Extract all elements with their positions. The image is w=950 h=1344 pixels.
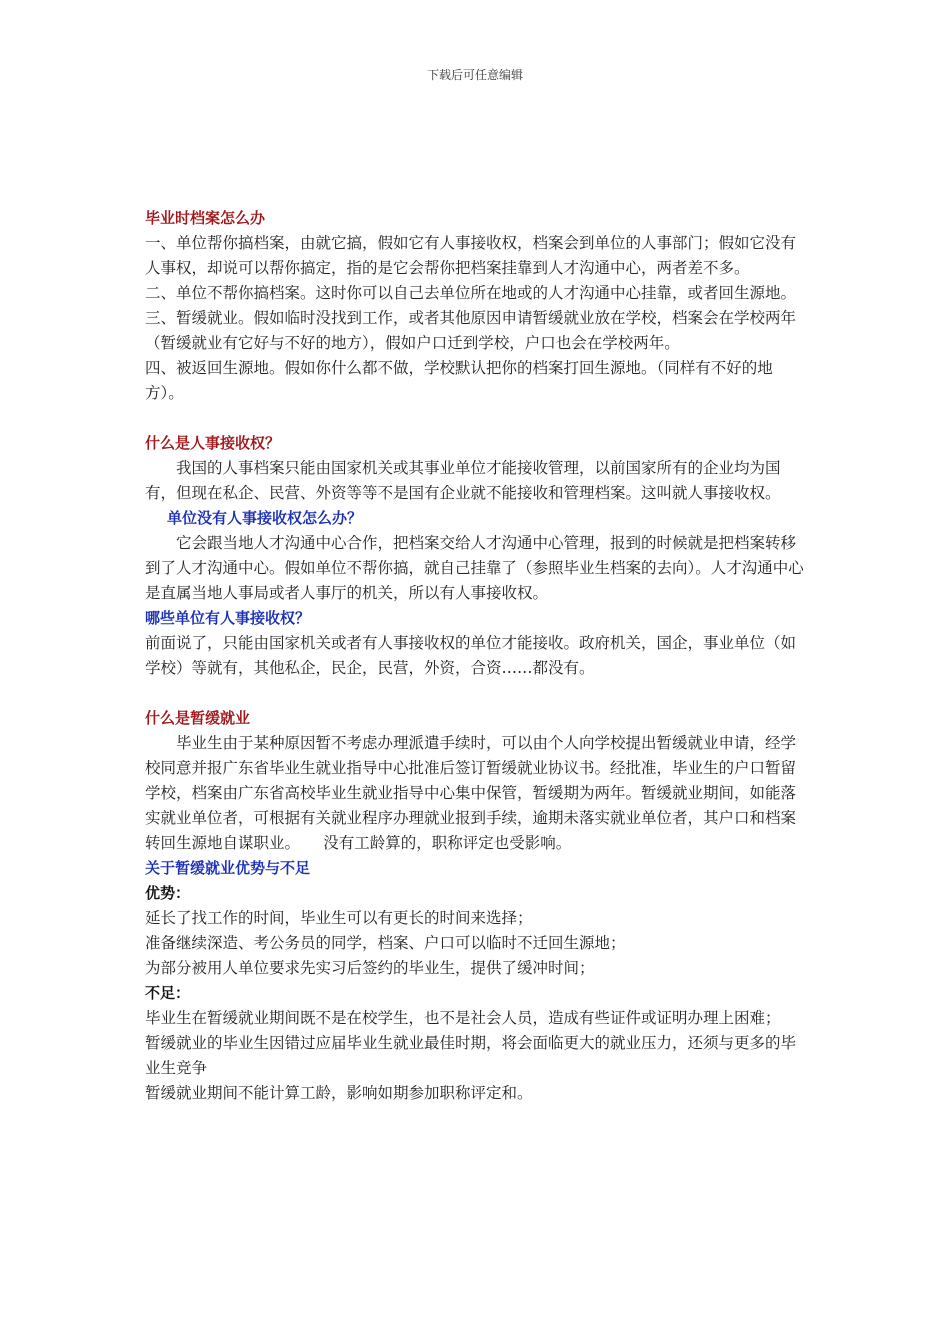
list-item: 准备继续深造、考公务员的同学，档案、户口可以临时不迁回生源地；	[145, 934, 626, 952]
section-title-archive: 毕业时档案怎么办	[145, 209, 266, 227]
spacer	[145, 406, 810, 431]
document-body	[145, 206, 810, 1106]
list-item: 暂缓就业期间不能计算工龄，影响如期参加职称评定和。	[145, 1084, 533, 1102]
paragraph: 我国的人事档案只能由国家机关或其事业单位才能接收管理，以前国家所有的企业均为国有，但现在私企、民营、外资等等不是国有企业就不能接收和管理档案。这叫就人事接收权。	[145, 459, 781, 502]
list-item: 毕业生在暂缓就业期间既不是在校学生，也不是社会人员，造成有些证件或证明办理上困难；	[145, 1009, 781, 1027]
disadvantages-label: 不足：	[145, 984, 191, 1002]
subsection-title-pros-cons: 关于暂缓就业优势与不足	[145, 859, 311, 877]
paragraph: 前面说了，只能由国家机关或者有人事接收权的单位才能接收。政府机关，国企，事业单位（如学校）等就有，其他私企，民企，民营，外资，合资……都没有。	[145, 634, 797, 677]
paragraph: 它会跟当地人才沟通中心合作，把档案交给人才沟通中心管理，报到的时候就是把档案转移到了人才沟通中心。假如单位不帮你搞，就自己挂靠了（参照毕业生档案的去向）。人才沟通中心是直属当地人事局或者人事厅的机关，所以有人事接收权。	[145, 534, 804, 602]
paragraph: 毕业生由于某种原因暂不考虑办理派遣手续时，可以由个人向学校提出暂缓就业申请，经学校同意并报广东省毕业生就业指导中心批准后签订暂缓就业协议书。经批准，毕业生的户口暂留学校，档案由广东省高校毕业生就业指导中心集中保管，暂缓期为两年。暂缓就业期间，如能落实就业单位者，可根据有关就业程序办理就业报到手续，逾期未落实就业单位者，其户口和档案转回生源地自谋职业。 没有工龄算的，职称评定也受影响。	[145, 734, 797, 852]
list-item: 延长了找工作的时间，毕业生可以有更长的时间来选择；	[145, 909, 533, 927]
subsection-title-which-units: 哪些单位有人事接收权？	[145, 609, 311, 627]
section-title-deferred: 什么是暂缓就业	[145, 709, 251, 727]
list-item: 为部分被用人单位要求先实习后签约的毕业生，提供了缓冲时间；	[145, 959, 595, 977]
spacer	[145, 681, 810, 706]
page-header-note: 下载后可任意编辑	[426, 68, 523, 82]
section-title-hr-right: 什么是人事接收权？	[145, 434, 281, 452]
list-item: 暂缓就业的毕业生因错过应届毕业生就业最佳时期，将会面临更大的就业压力，还须与更多的毕业生竞争	[145, 1034, 797, 1077]
paragraph: 二、单位不帮你搞档案。这时你可以自己去单位所在地或的人才沟通中心挂靠，或者回生源地。	[145, 284, 797, 302]
paragraph: 三、暂缓就业。假如临时没找到工作，或者其他原因申请暂缓就业放在学校，档案会在学校两年（暂缓就业有它好与不好的地方），假如户口迁到学校，户口也会在学校两年。	[145, 309, 797, 352]
paragraph: 四、被返回生源地。假如你什么都不做，学校默认把你的档案打回生源地。（同样有不好的地方）。	[145, 359, 773, 402]
paragraph: 一、单位帮你搞档案，由就它搞，假如它有人事接收权，档案会到单位的人事部门；假如它没有人事权，却说可以帮你搞定，指的是它会帮你把档案挂靠到人才沟通中心，两者差不多。	[145, 234, 797, 277]
advantages-label: 优势：	[145, 884, 191, 902]
subsection-title-no-hr-right: 单位没有人事接收权怎么办？	[167, 509, 363, 527]
